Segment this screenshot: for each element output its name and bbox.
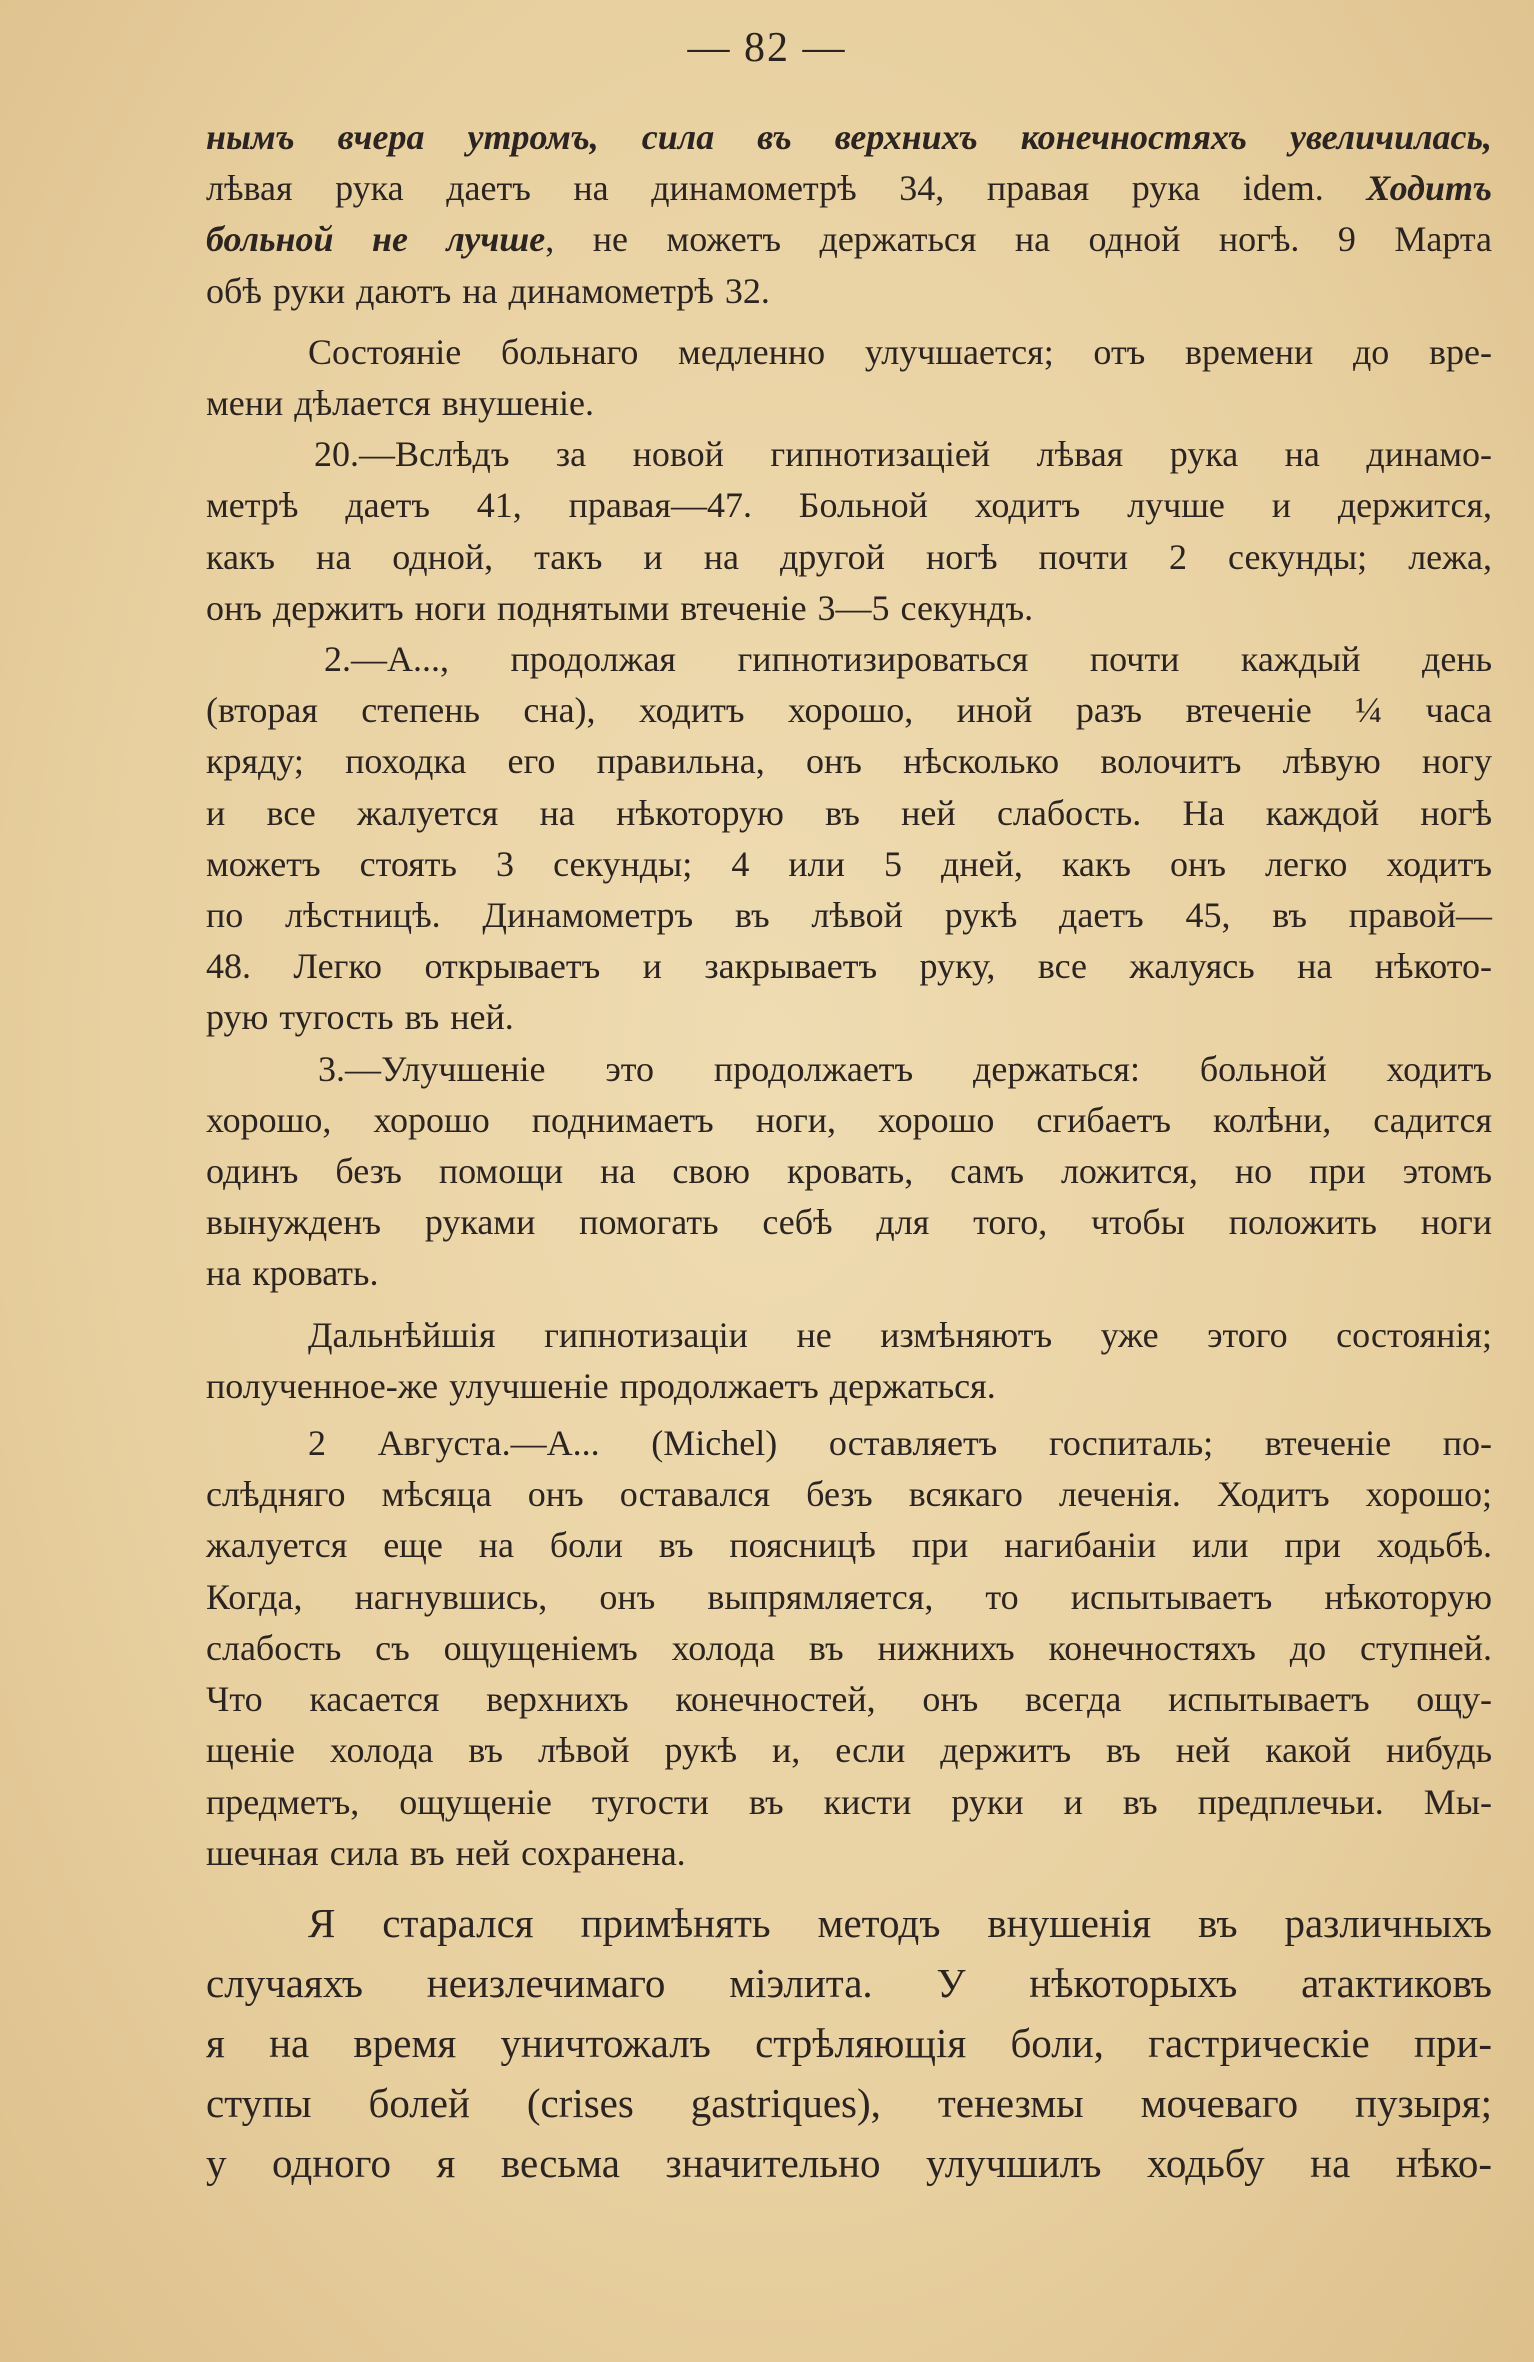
line: 2 Августа.—А... (Michel) оставляетъ госпиталь; втеченiе по- [308, 1423, 1492, 1464]
line: вынужденъ руками помогать себѣ для того, чтобы положить ноги [206, 1202, 1492, 1243]
paragraph-7 [206, 1418, 1492, 1879]
line: кряду; походка его правильна, онъ нѣсколько волочитъ лѣвую ногу [206, 741, 1492, 782]
paragraph-2 [206, 327, 1492, 429]
line: 48. Легко открываетъ и закрываетъ руку, все жалуясь на нѣкото- [206, 946, 1492, 987]
line: Что касается верхнихъ конечностей, онъ всегда испытываетъ ощу- [206, 1679, 1492, 1720]
page-number: — 82 — [687, 25, 847, 71]
page-body [206, 112, 1492, 2193]
paragraph-5 [206, 1044, 1492, 1300]
line [206, 112, 1492, 163]
line: шечная сила въ ней сохранена. [206, 1832, 686, 1873]
line: метрѣ даетъ 41, правая—47. Больной ходитъ лучше и держится, [206, 485, 1492, 526]
line: можетъ стоять 3 секунды; 4 или 5 дней, какъ онъ легко ходитъ [206, 843, 1492, 884]
line [206, 163, 1492, 214]
italic-text: больной не лучше [206, 219, 546, 260]
line: рую тугость въ ней. [206, 997, 514, 1038]
line: ступы болей (crises gastriques), тенезмы мочеваго пузыря; [206, 2079, 1492, 2126]
line: онъ держитъ ноги поднятыми втеченiе 3—5 секундъ. [206, 587, 1034, 628]
line: на кровать. [206, 1253, 379, 1294]
paragraph-6 [206, 1310, 1492, 1412]
line: хорошо, хорошо поднимаетъ ноги, хорошо сгибаетъ колѣни, садится [206, 1099, 1492, 1140]
line: и все жалуется на нѣкоторую въ ней слабость. На каждой ногѣ [206, 792, 1492, 833]
text-run: , не можетъ держаться на одной ногѣ. 9 Марта [545, 219, 1492, 260]
line: у одного я весьма значительно улучшилъ ходьбу на нѣко- [206, 2139, 1492, 2186]
paragraph-1 [206, 112, 1492, 317]
line: Когда, нагнувшись, онъ выпрямляется, то испытываетъ нѣкоторую [206, 1576, 1492, 1617]
line: полученное-же улучшенiе продолжаетъ держаться. [206, 1365, 996, 1406]
line: 2.—А..., продолжая гипнотизироваться почти каждый день [324, 639, 1492, 680]
line: Я старался примѣнять методъ внушенiя въ различныхъ [308, 1899, 1492, 1946]
paragraph-3 [206, 429, 1492, 634]
line: слѣдняго мѣсяца онъ оставался безъ всякаго леченiя. Ходитъ хорошо; [206, 1474, 1492, 1515]
line: слабость съ ощущенiемъ холода въ нижнихъ конечностяхъ до ступней. [206, 1627, 1492, 1668]
line: какъ на одной, такъ и на другой ногѣ почти 2 секунды; лежа, [206, 536, 1492, 577]
italic-text: нымъ вчера утромъ, сила въ верхнихъ конечностяхъ увеличилась, [206, 117, 1492, 157]
line: случаяхъ неизлечимаго мiэлита. У нѣкоторыхъ атактиковъ [206, 1959, 1492, 2006]
line: мени дѣлается внушенiе. [206, 383, 594, 424]
line: одинъ безъ помощи на свою кровать, самъ ложится, но при этомъ [206, 1151, 1492, 1192]
line: 3.—Улучшенiе это продолжаетъ держаться: больной ходитъ [318, 1048, 1492, 1089]
line: я на время уничтожалъ стрѣляющiя боли, гастрическiе при- [206, 2019, 1492, 2066]
line: жалуется еще на боли въ поясницѣ при нагибанiи или при ходьбѣ. [206, 1525, 1492, 1566]
line: Состоянiе больнаго медленно улучшается; отъ времени до вре- [308, 331, 1492, 372]
line: щенiе холода въ лѣвой рукѣ и, если держитъ въ ней какой нибудь [206, 1730, 1492, 1771]
paragraph-4 [206, 634, 1492, 1044]
text-run: лѣвая рука даетъ на динамометрѣ 34, правая рука idem. [206, 168, 1324, 209]
paragraph-8 [206, 1893, 1492, 2193]
line: 20.—Вслѣдъ за новой гипнотизацiей лѣвая рука на динамо- [314, 434, 1492, 475]
line: по лѣстницѣ. Динамометръ въ лѣвой рукѣ даетъ 45, въ правой— [206, 895, 1492, 936]
line: предметъ, ощущенiе тугости въ кисти руки и въ предплечьи. Мы- [206, 1781, 1492, 1822]
line: Дальнѣйшiя гипнотизацiи не измѣняютъ уже этого состоянiя; [308, 1314, 1492, 1355]
line: (вторая степень сна), ходитъ хорошо, иной разъ втеченiе ¼ часа [206, 690, 1492, 731]
line: обѣ руки даютъ на динамометрѣ 32. [206, 270, 770, 311]
italic-text: Ходитъ [1366, 168, 1492, 209]
line [206, 214, 1492, 265]
